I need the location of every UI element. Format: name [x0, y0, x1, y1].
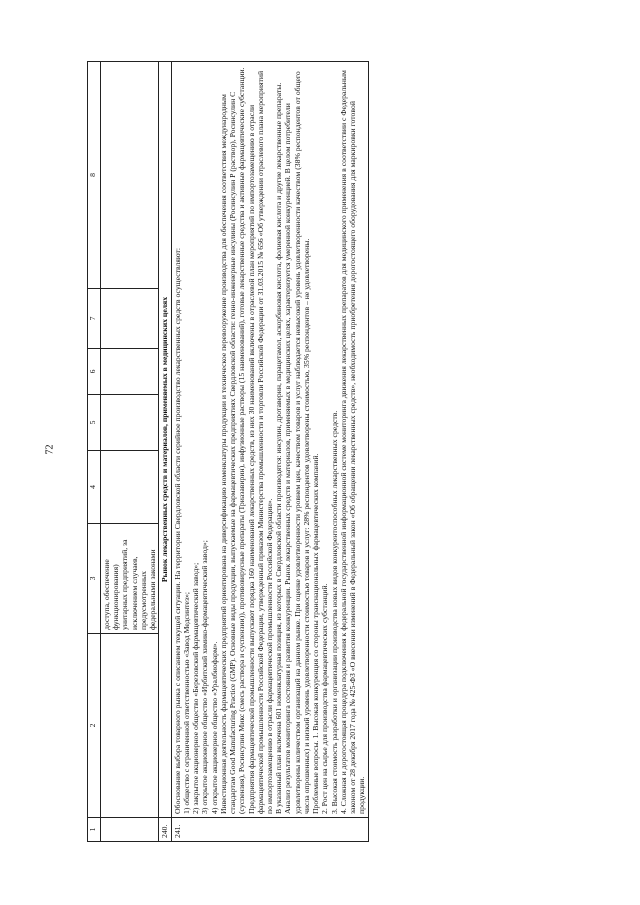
continuation-cell-2 [101, 634, 159, 818]
rotated-page-content [87, 62, 597, 842]
paragraph: 3) открытое акционерное общество «Ирбитский химико-фармацевтический завод»; [200, 540, 210, 814]
header-cell-3: 3 [88, 524, 101, 634]
paragraph: 1) общество с ограниченной ответственностью «Завод Медсинтез»; [181, 591, 191, 814]
paragraph: 2) закрытое акционерное общество «Березовский фармацевтический завод»; [191, 562, 201, 814]
header-cell-1: 1 [88, 818, 101, 842]
header-cell-4: 4 [88, 451, 101, 524]
continuation-cell-5 [101, 395, 159, 451]
header-cell-6: 6 [88, 349, 101, 395]
paragraph: 4) открытое акционерное общество «Уралбиофарм». [209, 641, 219, 814]
content-row [171, 62, 368, 842]
paragraph: Обоснование выбора товарного рынка с описанием текущей ситуации. На территории Свердловской области серийное производство лекарственных средств осуществляют: [172, 247, 182, 814]
continuation-row [101, 62, 159, 842]
document-table [87, 61, 369, 842]
paragraph: Инвестиционная деятельность фармацевтических предприятий ориентирована на диверсификацию номенклатуры продукции и техническое перевооружение производства для обеспечения соответствия международным стандартам Good Manufacturing Practice (GMP). Основные виды продукции, выпускаемые на фармацевтических предприятиях Свердловской области: генно-инженерные инсулины (Росинсулин Р (раствор), Росинсулин С (суспензия), Росинсулин Микс (смесь раствора и суспензии)), противовирусные препараты (Триазавирин), инфузионные растворы (15 наименований), готовые лекарственные средства и активные фармацевтические субстанции. [218, 67, 247, 814]
section-row [159, 62, 171, 842]
paragraph: 4. Сложная и дорогостоящая процедура подключения к федеральной государственной информационной системе мониторинга движения лекарственных препаратов для медицинского применения в соответствии с Федеральным законом от 28 декабря 2017 года № 425-ФЗ «О внесении изменений в Федеральный закон «Об обращении лекарственных средств», необходимость приобретения дорогостоящего оборудования для маркировки готовой продукции. [338, 70, 367, 814]
continuation-cell-4 [101, 451, 159, 524]
header-cell-7: 7 [88, 289, 101, 349]
header-cell-8: 8 [88, 62, 101, 289]
header-row [88, 62, 101, 842]
continuation-cell-6 [101, 349, 159, 395]
paragraph: Анализ результатов мониторинга состояния и развития конкуренции. Рынок лекарственных средств и материалов, применяемых в медицинских целях, характеризуется умеренной конкуренцией. В целом потребители удовлетворены количеством организаций на данном рынке. При оценке удовлетворенности уровнем цен, качеством товаров и услуг наблюдается невысокий уровень удовлетворенности качеством (38% респондентов от общего числа опрошенных) и низкий уровень удовлетворенности стоимостью товаров и услуг: 28% респондентов удовлетворены стоимостью, 35% респондентов – не удовлетворены. [283, 71, 311, 814]
paragraph: Проблемные вопросы. 1. Высокая конкуренция со стороны транснациональных фармацевтических компаний. [311, 453, 321, 814]
row-number: 241. [171, 818, 368, 842]
section-number: 240. [159, 818, 171, 842]
continuation-cell-8 [101, 62, 159, 289]
paragraph: 2. Рост цен на сырье для производства фармацевтических субстанций. [320, 583, 330, 814]
page-number: 72 [44, 444, 56, 455]
header-cell-5: 5 [88, 395, 101, 451]
paragraph: В указанный план включена 601 номенклатурная позиция, из которых в Свердловской области производятся: инсулин, дротаверин, парацетамол, аскорбиновая кислота, фолиевая кислота и другие лекарственные препараты. [274, 82, 284, 814]
continuation-cell-3: доступа, обеспечение функционирования) унитарных предприятий, за исключением случаев, предусмотренных федеральными законами [101, 524, 159, 634]
paragraph: 3. Высокая стоимость разработки и организации производства новых видов конкурентоспособных лекарственных средств. [329, 410, 339, 814]
continuation-cell-1 [101, 818, 159, 842]
section-title: Рынок лекарственных средств и материалов, применяемых в медицинских целях [159, 62, 171, 818]
continuation-cell-7 [101, 289, 159, 349]
header-cell-2: 2 [88, 634, 101, 818]
paragraph: Предприятия фармацевтической промышленности выпускают порядка 160 наименований лекарственных средств, из них 30 наименований включены в отраслевой план мероприятий по импортозамещению в отрасли фармацевтической промышленности Российской Федерации, утвержденный приказом Министерства промышленности и торговли Российской Федерации от 31.03.2015 № 656 «Об утверждении отраслевого плана мероприятий по импортозамещению в отрасли фармацевтической промышленности Российской Федерации». [246, 70, 274, 814]
row-text [171, 62, 368, 818]
